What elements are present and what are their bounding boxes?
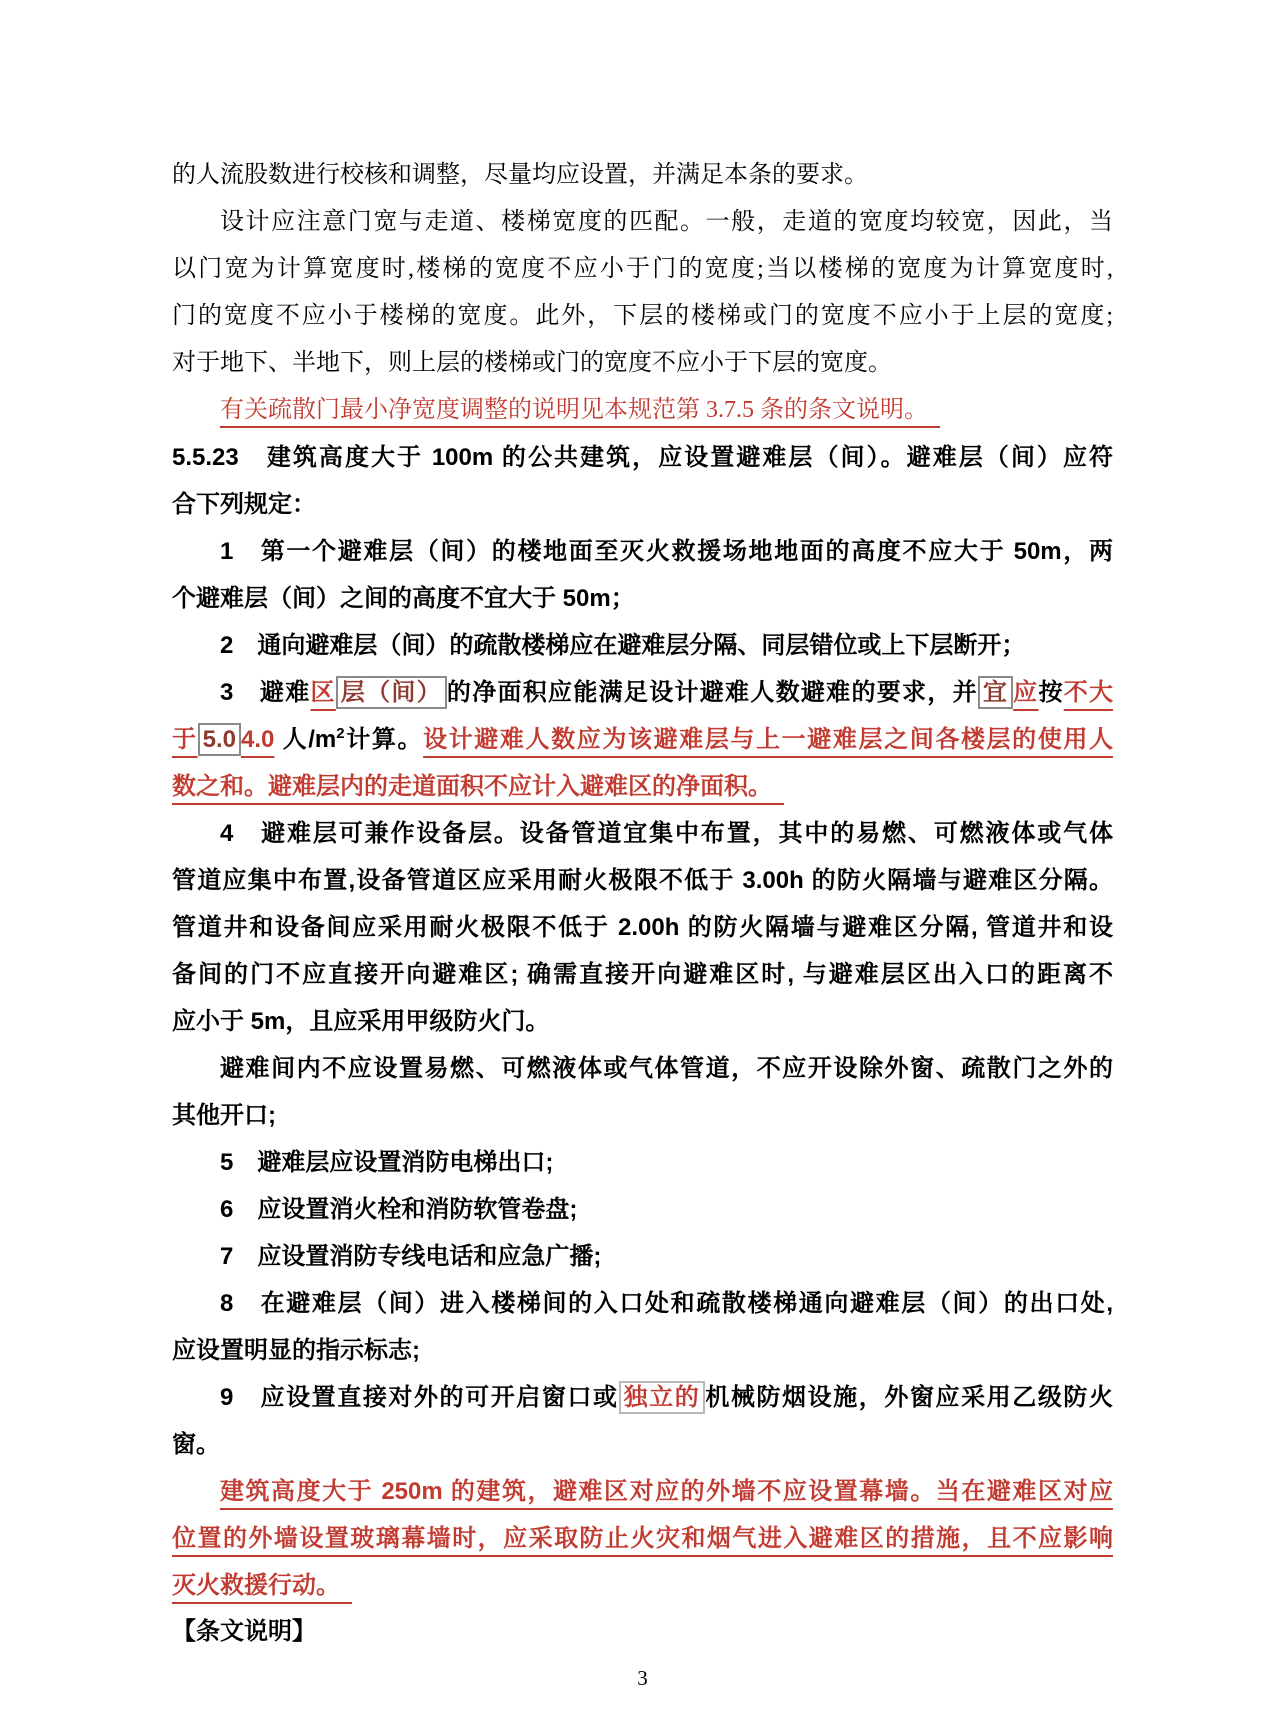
text-line-2 — [172, 199, 1113, 246]
text-run: 应小于 5m，且应采用甲级防火门。 — [172, 1008, 550, 1035]
text-line-13 — [172, 716, 1113, 763]
text-line-11 — [172, 622, 1113, 669]
text-line-16 — [172, 857, 1113, 904]
text-run: 人/m — [274, 726, 337, 753]
text-line-12 — [172, 669, 1113, 716]
text-line-14 — [172, 763, 1113, 810]
text-run: 以门宽为计算宽度时,楼梯的宽度不应小于门的宽度;当以楼梯的宽度为计算宽度时, — [172, 256, 1113, 282]
inserted-text: 4.0 — [241, 726, 275, 753]
text-run: 对于地下、半地下，则上层的楼梯或门的宽度不应小于下层的宽度。 — [172, 350, 892, 376]
text-line-18 — [172, 951, 1113, 998]
text-run: 6 应设置消火栓和消防软管卷盘; — [220, 1196, 578, 1223]
text-line-27 — [172, 1374, 1113, 1421]
text-run: 1 第一个避难层（间）的楼地面至灭火救援场地地面的高度不应大于 50m，两 — [220, 538, 1113, 565]
text-run: 其他开口; — [172, 1102, 276, 1129]
text-run: 2 通向避难层（间）的疏散楼梯应在避难层分隔、同层错位或上下层断开； — [220, 632, 1026, 659]
inserted-text: 于 — [172, 726, 198, 753]
deleted-text: 5.0 — [198, 723, 241, 756]
deleted-text: 层（间） — [336, 676, 447, 709]
text-run: 8 在避难层（间）进入楼梯间的入口处和疏散楼梯通向避难层（间）的出口处, — [220, 1290, 1113, 1317]
document-page — [172, 152, 1113, 1698]
text-run: 管道应集中布置,设备管道区应采用耐火极限不低于 3.00h 的防火隔墙与避难区分隔。 — [172, 867, 1113, 894]
text-line-8 — [172, 481, 1113, 528]
text-run: 9 应设置直接对外的可开启窗口或 — [220, 1384, 619, 1411]
superscript-text: 2 — [336, 725, 345, 742]
text-line-1 — [172, 152, 1113, 199]
text-run: 计算。 — [344, 726, 424, 753]
text-run: 5 避难层应设置消防电梯出口; — [220, 1149, 554, 1176]
boxed-inserted-text: 独立的 — [619, 1381, 706, 1414]
inserted-text: 应 — [1013, 679, 1039, 706]
text-line-17 — [172, 904, 1113, 951]
page-footer — [172, 1658, 1113, 1698]
text-line-5 — [172, 340, 1113, 387]
text-run: 机械防烟设施，外窗应采用乙级防火 — [705, 1384, 1113, 1411]
inserted-text: 设计避难人数应为该避难层与上一避难层之间各楼层的使用人 — [423, 726, 1113, 753]
text-line-32 — [172, 1609, 1113, 1656]
text-run: 5.5.23 建筑高度大于 100m 的公共建筑，应设置避难层（间）。避难层（间）应符 — [172, 444, 1113, 471]
page-number: 3 — [637, 1666, 648, 1690]
text-run: 【条文说明】 — [172, 1619, 316, 1645]
text-line-10 — [172, 575, 1113, 622]
text-line-21 — [172, 1092, 1113, 1139]
text-line-9 — [172, 528, 1113, 575]
text-run: 应设置明显的指示标志; — [172, 1337, 420, 1364]
text-line-4 — [172, 293, 1113, 340]
text-run: 窗。 — [172, 1431, 220, 1458]
text-run: 个避难层（间）之间的高度不宜大于 50m； — [172, 585, 635, 612]
text-run: 合下列规定： — [172, 491, 316, 518]
text-line-6 — [172, 387, 1113, 434]
deleted-text: 宜 — [978, 676, 1013, 709]
text-run: 7 应设置消防专线电话和应急广播; — [220, 1243, 602, 1270]
text-run: 备间的门不应直接开向避难区; 确需直接开向避难区时, 与避难层区出入口的距离不 — [172, 961, 1113, 988]
text-run: 管道井和设备间应采用耐火极限不低于 2.00h 的防火隔墙与避难区分隔, 管道井和设 — [172, 914, 1113, 941]
text-line-28 — [172, 1421, 1113, 1468]
text-run: 3 避难 — [220, 679, 311, 706]
text-line-20 — [172, 1045, 1113, 1092]
text-line-19 — [172, 998, 1113, 1045]
inserted-text: 灭火救援行动。 — [172, 1572, 352, 1599]
inserted-text: 数之和。避难层内的走道面积不应计入避难区的净面积。 — [172, 773, 784, 800]
text-line-29 — [172, 1468, 1113, 1515]
document-body — [172, 152, 1113, 1656]
inserted-text: 位置的外墙设置玻璃幕墙时，应采取防止火灾和烟气进入避难区的措施，且不应影响 — [172, 1525, 1113, 1552]
text-run: 4 避难层可兼作设备层。设备管道宜集中布置，其中的易燃、可燃液体或气体 — [220, 820, 1113, 847]
inserted-text: 不大 — [1063, 679, 1113, 706]
inserted-text: 建筑高度大于 250m 的建筑，避难区对应的外墙不应设置幕墙。当在避难区对应 — [220, 1478, 1113, 1505]
text-line-25 — [172, 1280, 1113, 1327]
text-line-23 — [172, 1186, 1113, 1233]
text-line-31 — [172, 1562, 1113, 1609]
text-run: 避难间内不应设置易燃、可燃液体或气体管道，不应开设除外窗、疏散门之外的 — [220, 1055, 1113, 1082]
text-line-3 — [172, 246, 1113, 293]
text-line-24 — [172, 1233, 1113, 1280]
text-run: 设计应注意门宽与走道、楼梯宽度的匹配。一般，走道的宽度均较宽，因此，当 — [220, 209, 1113, 235]
text-line-15 — [172, 810, 1113, 857]
text-run: 按 — [1038, 679, 1064, 706]
text-run: 的人流股数进行校核和调整，尽量均应设置，并满足本条的要求。 — [172, 162, 868, 188]
text-line-22 — [172, 1139, 1113, 1186]
text-line-30 — [172, 1515, 1113, 1562]
text-run: 门的宽度不应小于楼梯的宽度。此外，下层的楼梯或门的宽度不应小于上层的宽度; — [172, 303, 1113, 329]
inserted-text: 有关疏散门最小净宽度调整的说明见本规范第 3.7.5 条的条文说明。 — [220, 397, 940, 423]
text-line-7 — [172, 434, 1113, 481]
text-line-26 — [172, 1327, 1113, 1374]
inserted-text: 区 — [310, 679, 336, 706]
text-run: 的净面积应能满足设计避难人数避难的要求，并 — [446, 679, 978, 706]
